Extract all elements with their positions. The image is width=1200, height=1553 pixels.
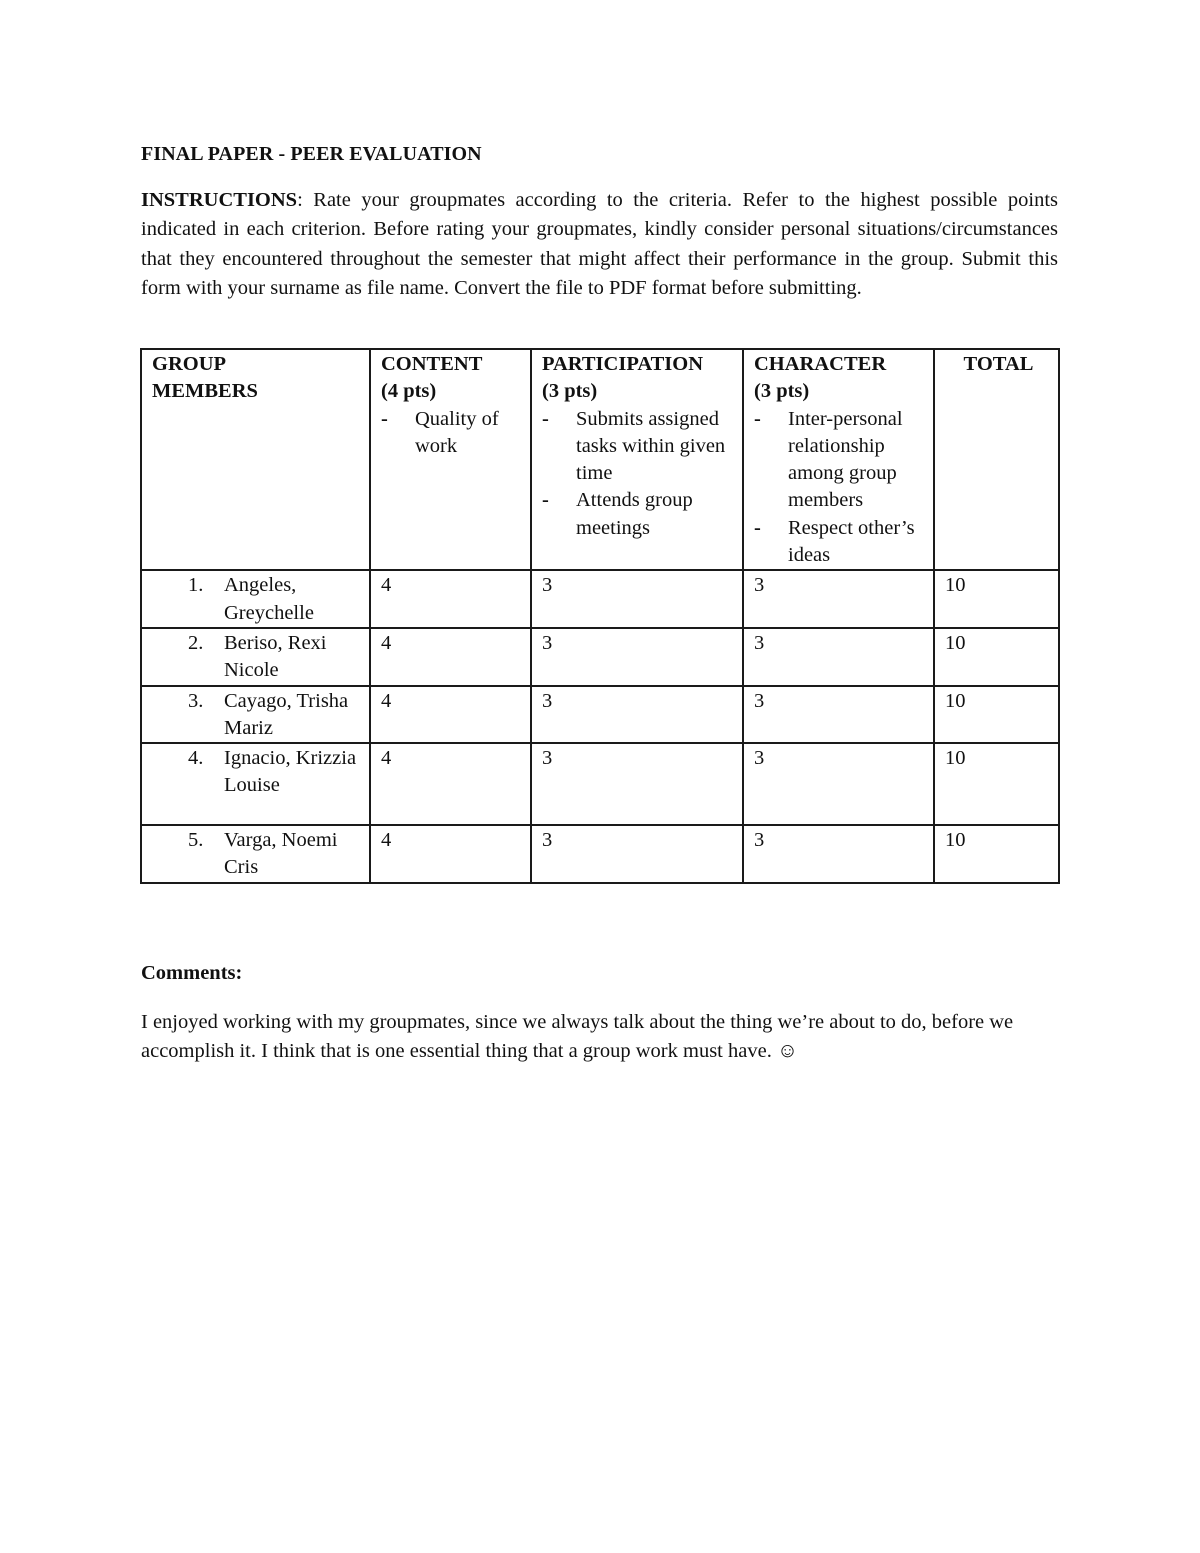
member-name: Beriso, Rexi Nicole — [224, 631, 327, 682]
instructions-text: : Rate your groupmates according to the criteria. Refer to the highest possible points indicated in each criterion. Before rating your groupmates, kindly consider personal situations/circumstances that they encountered throughout the semester that might affect their performance in the group. Submit this form with your surname as file name. Convert the file to PDF format before submitting. — [141, 189, 1058, 299]
total-score: 10 — [934, 570, 1059, 628]
member-cell — [141, 743, 370, 825]
member-cell — [141, 570, 370, 628]
member-number: 3. — [188, 689, 204, 712]
member-name: Angeles, Greychelle — [224, 574, 314, 624]
table-row — [141, 686, 1059, 744]
criteria-item — [542, 406, 736, 488]
member-number: 2. — [188, 631, 204, 654]
member-cell — [141, 628, 370, 686]
participation-score: 3 — [531, 570, 743, 628]
participation-score: 3 — [531, 825, 743, 883]
criteria-item — [381, 406, 524, 461]
instructions-lead: INSTRUCTIONS — [141, 189, 298, 211]
header-participation-pts: (3 pts) — [542, 380, 598, 403]
character-score: 3 — [743, 825, 934, 883]
member-name: Varga, Noemi Cris — [224, 829, 338, 879]
member-number: 1. — [188, 574, 204, 597]
dash-bullet: - — [542, 407, 549, 430]
criteria-item-text: Respect other’s ideas — [788, 516, 915, 567]
total-score: 10 — [934, 686, 1059, 744]
content-score: 4 — [370, 570, 531, 628]
member-name: Cayago, Trisha Mariz — [224, 689, 349, 739]
dash-bullet: - — [381, 407, 388, 430]
peer-evaluation-table — [140, 348, 1060, 884]
comments-label: Comments: — [141, 962, 243, 984]
comments-text: I enjoyed working with my groupmates, since we always talk about the thing we’re about to do, before we accomplish it. I think that is one essential thing that a group work must have. ☺ — [141, 1011, 1014, 1063]
header-content-pts: (4 pts) — [381, 380, 437, 403]
table-row — [141, 628, 1059, 686]
header-group-members — [141, 349, 370, 570]
character-score: 3 — [743, 628, 934, 686]
content-score: 4 — [370, 743, 531, 825]
criteria-item-text: Quality of work — [415, 407, 499, 457]
header-group-members-line1: GROUP — [152, 353, 227, 375]
header-character-title: CHARACTER — [754, 353, 887, 375]
participation-criteria-list — [542, 406, 736, 542]
criteria-item-text: Submits assigned tasks within given time — [576, 407, 726, 485]
header-total — [934, 349, 1059, 570]
header-group-members-line2: MEMBERS — [152, 380, 258, 403]
member-cell — [141, 686, 370, 744]
character-score: 3 — [743, 743, 934, 825]
page-title: FINAL PAPER - PEER EVALUATION — [141, 143, 482, 165]
total-score: 10 — [934, 825, 1059, 883]
member-cell — [141, 825, 370, 883]
member-number: 4. — [188, 747, 204, 770]
table-row — [141, 743, 1059, 825]
participation-score: 3 — [531, 686, 743, 744]
header-participation — [531, 349, 743, 570]
criteria-item-text: Inter-personal relationship among group members — [788, 407, 903, 512]
criteria-item — [754, 515, 927, 570]
header-content-title: CONTENT — [381, 353, 483, 375]
character-score: 3 — [743, 686, 934, 744]
instructions-paragraph — [141, 186, 1058, 303]
criteria-item — [542, 487, 736, 542]
header-total-label: TOTAL — [963, 353, 1034, 375]
content-score: 4 — [370, 825, 531, 883]
total-score: 10 — [934, 628, 1059, 686]
content-score: 4 — [370, 686, 531, 744]
member-number: 5. — [188, 829, 204, 852]
content-score: 4 — [370, 628, 531, 686]
table-row — [141, 570, 1059, 628]
member-name: Ignacio, Krizzia Louise — [224, 747, 357, 797]
header-content — [370, 349, 531, 570]
participation-score: 3 — [531, 743, 743, 825]
criteria-item-text: Attends group meetings — [576, 489, 693, 539]
criteria-item — [754, 406, 927, 515]
dash-bullet: - — [542, 489, 549, 512]
dash-bullet: - — [754, 516, 761, 539]
table-header-row — [141, 349, 1059, 570]
character-criteria-list — [754, 406, 927, 570]
header-character — [743, 349, 934, 570]
total-score: 10 — [934, 743, 1059, 825]
character-score: 3 — [743, 570, 934, 628]
table-row — [141, 825, 1059, 883]
header-character-pts: (3 pts) — [754, 380, 810, 403]
dash-bullet: - — [754, 407, 761, 430]
participation-score: 3 — [531, 628, 743, 686]
content-criteria-list — [381, 406, 524, 461]
header-participation-title: PARTICIPATION — [542, 353, 704, 375]
